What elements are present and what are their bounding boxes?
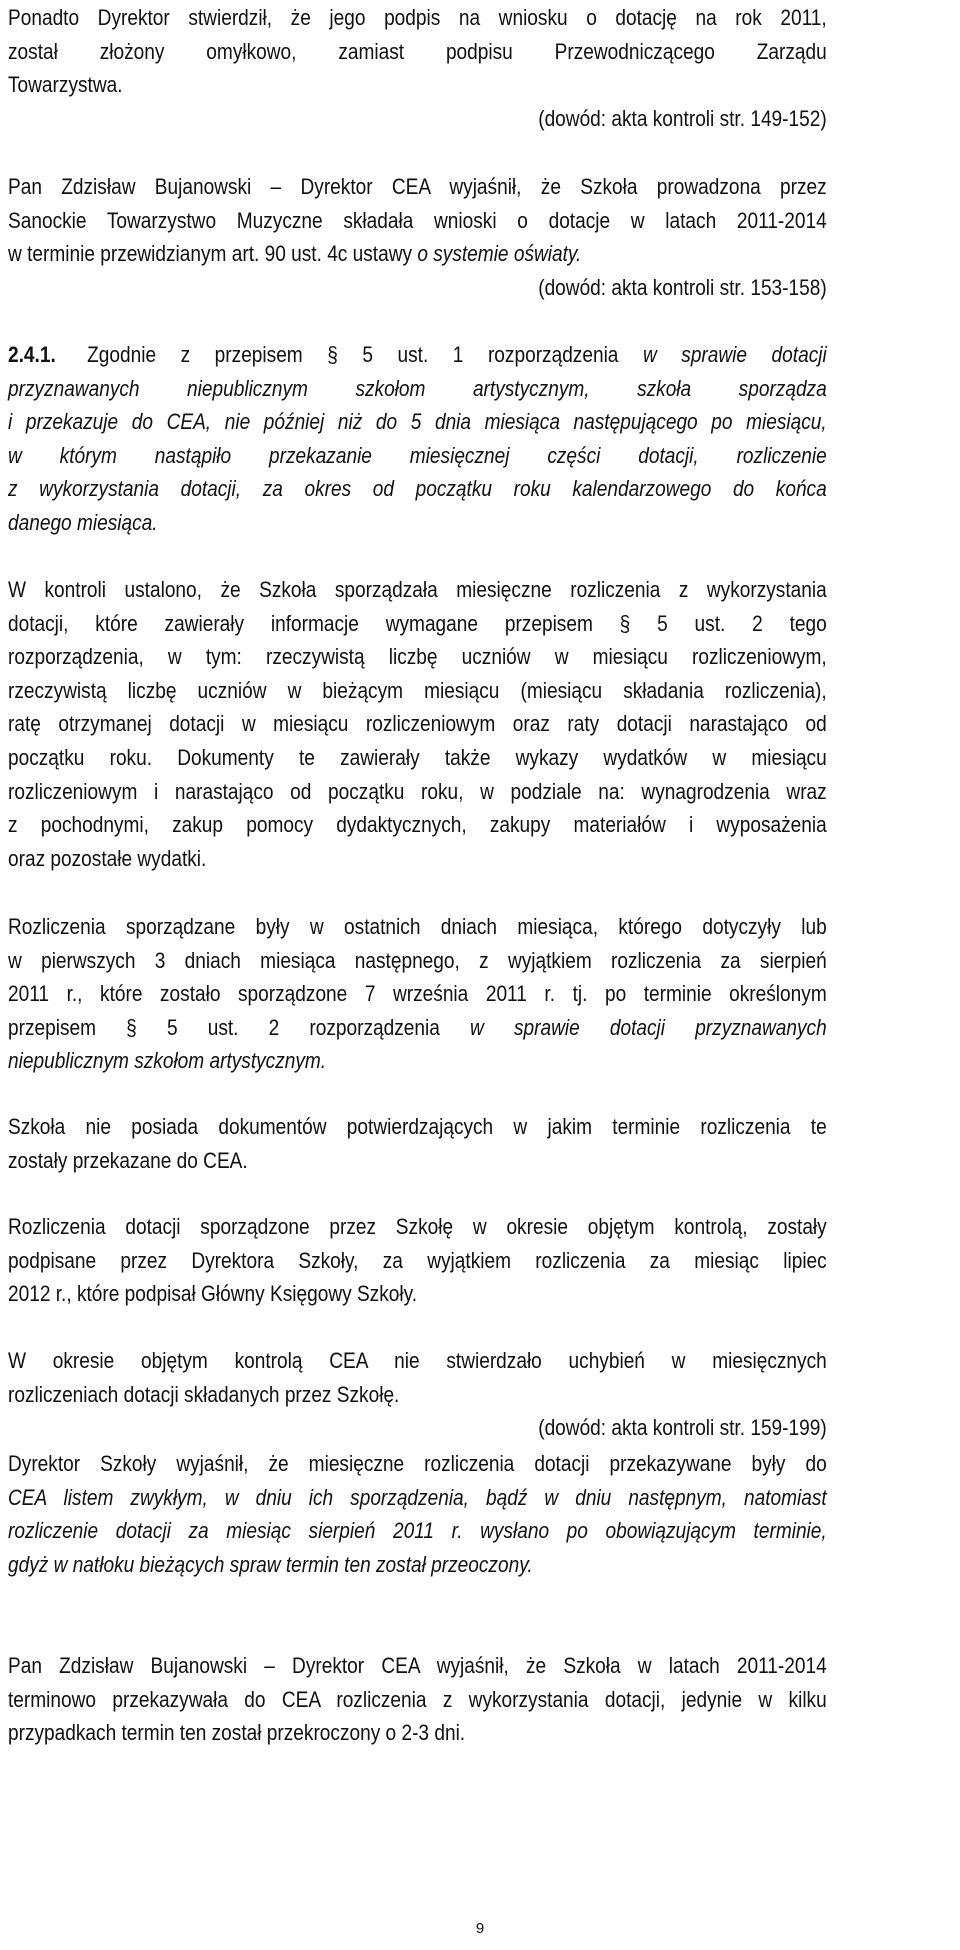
- text-line: ratę otrzymanej dotacji w miesiącu rozliczeniowym oraz raty dotacji narastająco od: [8, 711, 827, 737]
- text-line: Rozliczenia sporządzane były w ostatnich dniach miesiąca, którego dotyczyły lub: [8, 914, 827, 939]
- paragraph-control-findings: [8, 573, 827, 875]
- text-line: rzeczywistą liczbę uczniów w bieżącym miesiącu (miesiącu składania rozliczenia),: [8, 677, 827, 703]
- text-line: 2011 r., które zostało sporządzone 7 września 2011 r. tj. po terminie określonym: [8, 981, 827, 1007]
- section-2-4-1: [8, 338, 827, 540]
- evidence-reference: (dowód: akta kontroli str. 159-199): [538, 1415, 827, 1441]
- text-line: terminowo przekazywała do CEA rozliczenia z wykorzystania dotacji, jedynie w kilku: [8, 1686, 827, 1712]
- text-line: Pan Zdzisław Bujanowski – Dyrektor CEA wyjaśnił, że Szkoła prowadzona przez: [8, 174, 827, 199]
- text-line: i przekazuje do CEA, nie później niż do 5 dnia miesiąca następującego po miesiącu,: [8, 409, 827, 435]
- regulation-title: w sprawie dotacji przyznawanych: [470, 1014, 827, 1040]
- text-line: Sanockie Towarzystwo Muzyczne składała wnioski o dotacje w latach 2011-2014: [8, 207, 827, 233]
- text-line: Rozliczenia dotacji sporządzone przez Szkołę w okresie objętym kontrolą, zostały: [8, 1214, 827, 1239]
- paragraph-school-director-explanation: [8, 1447, 827, 1581]
- text-run: w terminie przewidzianym art. 90 ust. 4c ustawy: [8, 241, 418, 267]
- text-run: przepisem § 5 ust. 2 rozporządzenia: [8, 1014, 471, 1040]
- text-line: rozliczeniowym i narastająco od początku roku, w podziale na: wynagrodzenia wraz: [8, 778, 827, 804]
- paragraph-director-explanation-1: [8, 170, 827, 304]
- paragraph-signature-statement: [8, 1, 827, 135]
- text-line: podpisane przez Dyrektora Szkoły, za wyjątkiem rozliczenia za miesiąc lipiec: [8, 1247, 827, 1273]
- paragraph-signatures: [8, 1210, 827, 1311]
- regulation-title: w sprawie dotacji: [642, 342, 827, 367]
- text-line: zostały przekazane do CEA.: [8, 1147, 248, 1173]
- paragraph-missing-documents: [8, 1110, 827, 1177]
- text-line: rozliczeniach dotacji składanych przez Szkołę.: [8, 1381, 400, 1407]
- text-line: rozporządzenia, w tym: rzeczywistą liczbę uczniów w miesiącu rozliczeniowym,: [8, 644, 827, 670]
- text-line: [8, 237, 827, 271]
- section-number: 2.4.1.: [8, 342, 56, 367]
- text-line: początku roku. Dokumenty te zawierały także wykazy wydatków w miesiącu: [8, 744, 827, 770]
- text-line: został złożony omyłkowo, zamiast podpisu Przewodniczącego Zarządu: [8, 38, 827, 64]
- text-line: [8, 338, 827, 372]
- text-line: rozliczenie dotacji za miesiąc sierpień 2011 r. wysłano po obowiązującym terminie,: [8, 1518, 827, 1544]
- text-line: z pochodnymi, zakup pomocy dydaktycznych, zakupy materiałów i wyposażenia: [8, 812, 827, 838]
- evidence-reference: (dowód: akta kontroli str. 149-152): [538, 105, 827, 131]
- text-line: przypadkach termin ten został przekroczony o 2-3 dni.: [8, 1720, 466, 1746]
- text-line: Ponadto Dyrektor stwierdził, że jego podpis na wniosku o dotację na rok 2011,: [8, 5, 827, 30]
- text-line: oraz pozostałe wydatki.: [8, 845, 207, 871]
- act-title: o systemie oświaty.: [417, 241, 582, 267]
- text-line: [8, 1011, 827, 1045]
- text-line: niepublicznym szkołom artystycznym.: [8, 1048, 327, 1074]
- page-number: 9: [475, 1920, 485, 1937]
- text-line: z wykorzystania dotacji, za okres od początku roku kalendarzowego do końca: [8, 476, 827, 502]
- paragraph-settlement-dates: [8, 910, 827, 1078]
- text-line: W okresie objętym kontrolą CEA nie stwierdzało uchybień w miesięcznych: [8, 1348, 827, 1373]
- text-line: danego miesiąca.: [8, 509, 158, 535]
- text-line: gdyż w natłoku bieżących spraw termin ten został przeoczony.: [8, 1551, 533, 1577]
- evidence-reference: (dowód: akta kontroli str. 153-158): [538, 274, 827, 300]
- paragraph-director-explanation-2: [8, 1649, 827, 1750]
- text-line: przyznawanych niepublicznym szkołom artystycznym, szkoła sporządza: [8, 375, 827, 401]
- text-line: Towarzystwa.: [8, 72, 123, 98]
- text-line: w którym nastąpiło przekazanie miesięcznej części dotacji, rozliczenie: [8, 442, 827, 468]
- paragraph-no-irregularities: [8, 1344, 827, 1445]
- text-line: 2012 r., które podpisał Główny Księgowy Szkoły.: [8, 1281, 418, 1307]
- text-run: Zgodnie z przepisem § 5 ust. 1 rozporządzenia: [87, 342, 643, 367]
- text-line: w pierwszych 3 dniach miesiąca następnego, z wyjątkiem rozliczenia za sierpień: [8, 947, 827, 973]
- text-line: Szkoła nie posiada dokumentów potwierdzających w jakim terminie rozliczenia te: [8, 1114, 827, 1139]
- text-line: Pan Zdzisław Bujanowski – Dyrektor CEA wyjaśnił, że Szkoła w latach 2011-2014: [8, 1653, 827, 1678]
- text-line: dotacji, które zawierały informacje wymagane przepisem § 5 ust. 2 tego: [8, 610, 827, 636]
- text-line: Dyrektor Szkoły wyjaśnił, że miesięczne rozliczenia dotacji przekazywane były do: [8, 1451, 827, 1476]
- text-line: CEA listem zwykłym, w dniu ich sporządzenia, bądź w dniu następnym, natomiast: [8, 1484, 827, 1510]
- text-line: W kontroli ustalono, że Szkoła sporządzała miesięczne rozliczenia z wykorzystania: [8, 577, 827, 602]
